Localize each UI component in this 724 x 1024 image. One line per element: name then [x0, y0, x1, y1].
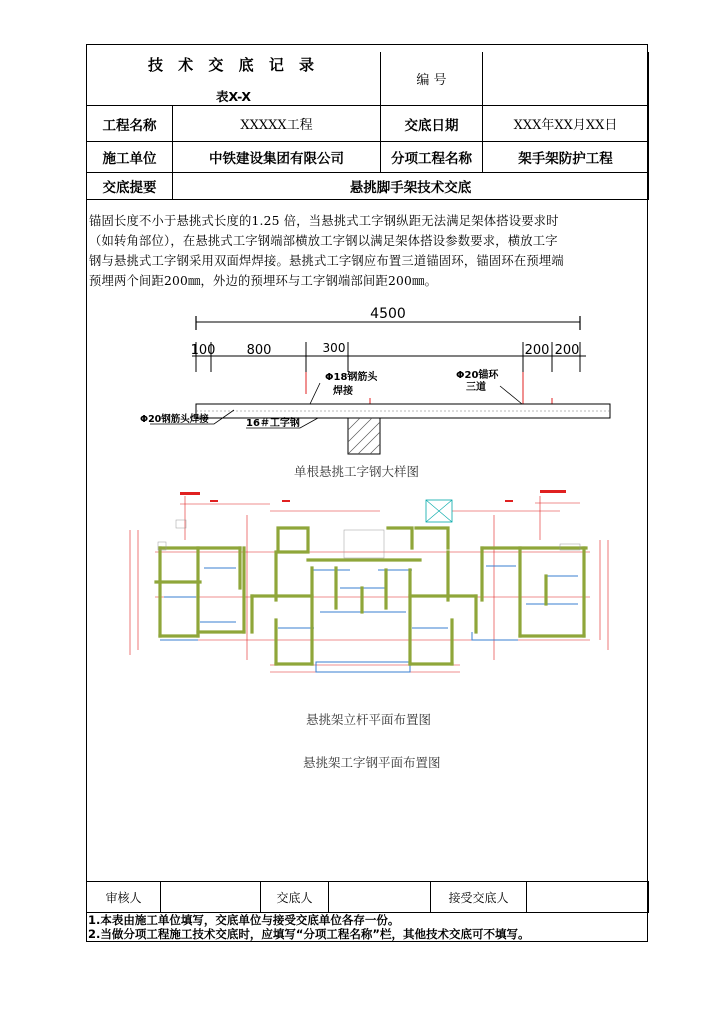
date-label: 交底日期	[381, 106, 483, 142]
label-anchor: Φ20锚环	[456, 370, 499, 381]
plan-walls	[156, 528, 586, 664]
subproject-label: 分项工程名称	[381, 142, 483, 173]
page-title: 技 术 交 底 记 录	[147, 56, 320, 74]
caption-plan-pole: 悬挑架立杆平面布置图	[306, 712, 432, 727]
receiver-field[interactable]	[527, 882, 649, 913]
label-weld: Φ18钢筋头	[325, 372, 378, 383]
label-anchor-2: 三道	[466, 382, 486, 393]
text-line: 锚固长度不小于悬挑式长度的1.25 倍，当悬挑式工字钢纵距无法满足架体搭设要求时	[89, 214, 559, 228]
summary-value: 悬挑脚手架技术交底	[173, 173, 649, 200]
label-weld-2: 焊接	[333, 386, 353, 397]
label-rebar: Φ20钢筋头焊接	[140, 414, 209, 425]
caption-detail: 单根悬挑工字钢大样图	[294, 464, 420, 479]
dim-200-text: 200	[524, 343, 550, 358]
text-line: （如转角部位），在悬挑式工字钢端部横放工字钢以满足架体搭设参数要求，横放工字	[89, 234, 558, 248]
dim-300-text: 300	[322, 341, 346, 355]
project-name-value: XXXXX工程	[173, 106, 381, 142]
dim-800-text: 800	[246, 343, 272, 358]
date-value: XXX年XX月XX日	[483, 106, 649, 142]
receiver-label: 接受交底人	[431, 882, 527, 913]
number-label: 编 号	[381, 52, 483, 106]
note-1: 1.本表由施工单位填写，交底单位与接受交底单位各存一份。	[88, 913, 400, 927]
unit-label: 施工单位	[87, 142, 173, 173]
plan-tiny-labels	[180, 490, 566, 502]
dim-100-text: 100	[190, 343, 216, 358]
subproject-value: 架手架防护工程	[483, 142, 649, 173]
reviewer-label: 审核人	[87, 882, 161, 913]
signature-table	[86, 881, 649, 913]
plan-blue-lines	[160, 566, 578, 672]
discloser-field[interactable]	[329, 882, 431, 913]
dim-200b-text: 200	[554, 343, 580, 358]
project-name-label: 工程名称	[87, 106, 173, 142]
text-line: 预埋两个间距200㎜，外边的预埋环与工字钢端部间距200㎜。	[89, 274, 438, 288]
summary-label: 交底提要	[87, 173, 173, 200]
dim-total-text: 4500	[370, 306, 406, 322]
text-line: 钢与悬挑式工字钢采用双面焊焊接。悬挑式工字钢应布置三道锚固环，锚固环在预埋端	[89, 254, 564, 268]
unit-value: 中铁建设集团有限公司	[173, 142, 381, 173]
label-beam: 16＃工字钢	[246, 418, 300, 429]
plan-dimensions	[130, 496, 608, 672]
form-code: 表X-X	[216, 89, 251, 104]
discloser-label: 交底人	[261, 882, 329, 913]
footnotes	[88, 913, 646, 941]
note-2: 2.当做分项工程施工技术交底时，应填写“分项工程名称”栏，其他技术交底可不填写。	[88, 927, 530, 941]
caption-plan-beam: 悬挑架工字钢平面布置图	[303, 755, 441, 770]
reviewer-field[interactable]	[161, 882, 261, 913]
